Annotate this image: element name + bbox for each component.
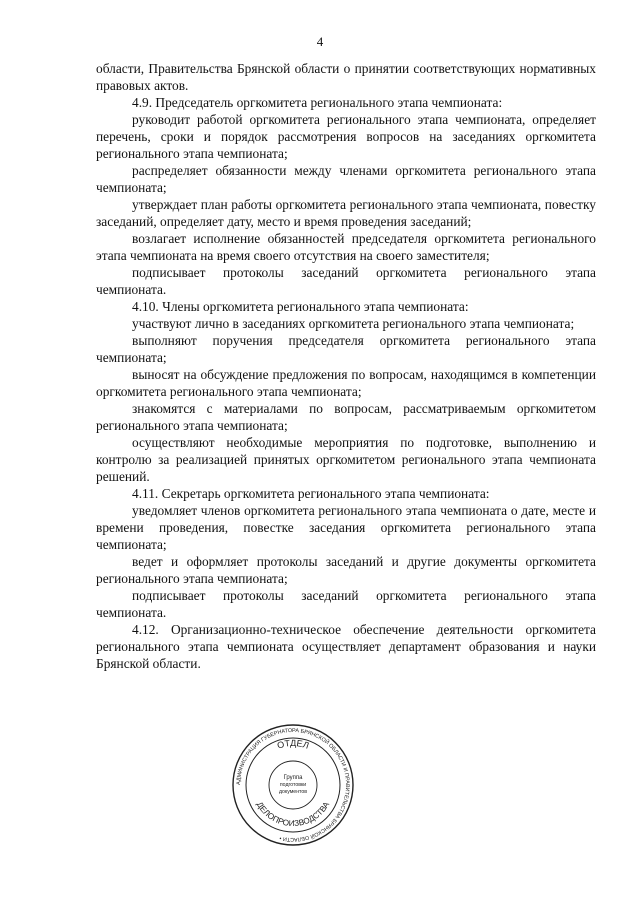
paragraph: утверждает план работы оргкомитета регионального этапа чемпионата, повестку заседаний, определяет дату, место и время проведения заседаний;: [96, 197, 596, 229]
paragraph: подписывает протоколы заседаний оргкомитета регионального этапа чемпионата.: [96, 265, 596, 297]
stamp-center-line-3: документов: [278, 789, 308, 795]
paragraph: осуществляют необходимые мероприятия по подготовке, выполнению и контролю за реализацией принятых оргкомитетом регионального этапа чемпионата решений.: [96, 435, 596, 484]
stamp-outer-text: АДМИНИСТРАЦИЯ ГУБЕРНАТОРА БРЯНСКОЙ ОБЛАСТИ И ПРАВИТЕЛЬСТВА БРЯНСКОЙ ОБЛАСТИ •: [235, 727, 351, 843]
official-stamp: [231, 723, 355, 847]
paragraph: 4.10. Члены оргкомитета регионального этапа чемпионата:: [132, 299, 469, 314]
document-body: [96, 60, 596, 672]
paragraph: знакомятся с материалами по вопросам, рассматриваемым оргкомитетом регионального этапа чемпионата;: [96, 401, 596, 433]
paragraph: подписывает протоколы заседаний оргкомитета регионального этапа чемпионата.: [96, 588, 596, 620]
paragraph: уведомляет членов оргкомитета регионального этапа чемпионата о дате, месте и времени проведения, повестке заседания оргкомитета регионального этапа чемпионата;: [96, 503, 596, 552]
paragraph: возлагает исполнение обязанностей председателя оргкомитета регионального этапа чемпионата на время своего отсутствия на своего заместителя;: [96, 231, 596, 263]
paragraph: 4.11. Секретарь оргкомитета регионального этапа чемпионата:: [132, 486, 490, 501]
stamp-top-word: ОТДЕЛ: [275, 737, 311, 751]
paragraph: руководит работой оргкомитета регионального этапа чемпионата, определяет перечень, сроки и порядок рассмотрения вопросов на заседаниях оргкомитета регионального этапа чемпионата;: [96, 112, 596, 161]
paragraph: выполняют поручения председателя оргкомитета регионального этапа чемпионата;: [96, 333, 596, 365]
stamp-center-line-1: Группа: [283, 775, 303, 781]
paragraph: участвуют лично в заседаниях оргкомитета регионального этапа чемпионата;: [132, 316, 575, 331]
paragraph: 4.9. Председатель оргкомитета регионального этапа чемпионата:: [132, 95, 503, 110]
paragraph: распределяет обязанности между членами оргкомитета регионального этапа чемпионата;: [96, 163, 596, 195]
paragraph: выносят на обсуждение предложения по вопросам, находящимся в компетенции оргкомитета регионального этапа чемпионата;: [96, 367, 596, 399]
stamp-center-line-2: подготовки: [279, 782, 307, 788]
page-number: 4: [316, 34, 324, 49]
paragraph: области, Правительства Брянской области о принятии соответствующих нормативных правовых актов.: [96, 61, 596, 93]
paragraph: 4.12. Организационно-техническое обеспечение деятельности оргкомитета регионального этапа чемпионата осуществляет департамент образования и науки Брянской области.: [96, 622, 596, 671]
paragraph: ведет и оформляет протоколы заседаний и другие документы оргкомитета регионального этапа чемпионата;: [96, 554, 596, 586]
stamp-bottom-word: ДЕЛОПРОИЗВОДСТВА: [254, 800, 332, 829]
